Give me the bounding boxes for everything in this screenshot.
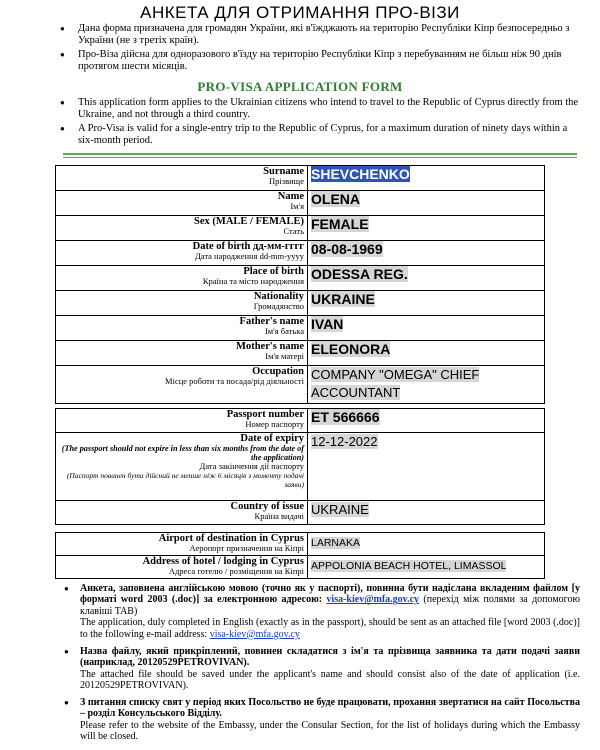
passport-number-field[interactable]: ET 566666 [311,409,380,425]
ua-intro-item: ● Про-Віза дійсна для одноразового в'їзду на територію Республіки Кіпр з перебуванням не більш ніж 90 днів протягом шести місяців. [60,49,580,74]
dob-label-ua: Дата народження dd-mm-yyyy [194,251,304,261]
travel-table [55,532,545,579]
sex-label: Sex (MALE / FEMALE) [194,216,304,227]
date-of-birth-row [56,241,545,266]
surname-label: Surname [263,166,304,177]
country-of-issue-label-ua: Країна видачі [254,511,304,521]
note-submission-ua-tail: (перехід між полями за допомогою клавіші TAB) [80,594,580,617]
fathers-name-row [56,316,545,341]
expiry-field[interactable]: 12-12-2022 [311,434,378,449]
note-submission [60,583,580,646]
divider [63,153,577,155]
note-submission-en: The application, duly completed in English (exactly as in the passport), should be sent as an attached file [word 2003 (.doc)] to the following e-mail address: [80,617,580,640]
sex-label-ua: Стать [283,226,304,236]
note-file-name-ua: ● Назва файлу, який прикріплений, повинен складатися з ім'я та прізвища заявника та дати подачі заяви (наприклад, 20120529PETROVIVAN). [80,646,580,669]
en-intro-list [60,97,580,149]
note-holidays [60,697,580,743]
hotel-row [56,556,545,579]
country-of-issue-label: Country of issue [230,501,304,512]
en-intro-item: ● A Pro-Visa is valid for a single-entry trip to the Republic of Cyprus, for a maximum duration of ninety days within a six-month period. [60,123,580,148]
expiry-note: (The passport should not expire in less than six months from the date of the application) [61,444,304,462]
airport-row [56,533,545,556]
passport-number-row [56,409,545,433]
form-subtitle: PRO-VISA APPLICATION FORM [197,79,403,94]
occupation-label: Occupation [252,366,304,377]
en-intro-item: ● This application form applies to the Ukrainian citizens who intend to travel to the Republic of Cyprus directly from the Ukraine, and not through a third country. [60,97,580,122]
note-file-name-en: The attached file should be saved under the applicant's name and should consist also of the date of application (i.e. 20120529PETROVIVAN). [80,668,580,692]
name-field[interactable]: OLENA [311,191,360,207]
surname-label-ua: Прізвище [269,176,304,186]
email-link[interactable]: visa-kiev@mfa.gov.cy [326,594,420,606]
surname-row [56,166,545,191]
fathers-name-label: Father's name [239,316,304,327]
occupation-field[interactable]: COMPANY "OMEGA" CHIEF ACCOUNTANT [311,367,480,400]
country-of-issue-row [56,501,545,525]
airport-label: Airport of destination in Cyprus [158,533,304,544]
divider [63,157,577,158]
personal-data-table [55,165,545,404]
submission-notes [60,583,580,743]
hotel-label: Address of hotel / lodging in Cyprus [142,556,304,567]
note-submission-ua: Анкета, заповнена англійською мовою (точно як у паспорті), повинна бути надіслана вкладеним файлом [у форматі word 2003 (.doc)] за електронною адресою: [80,583,580,606]
passport-number-label: Passport number [226,409,304,420]
nationality-row [56,291,545,316]
expiry-label: Date of expiry [240,433,304,444]
name-row [56,191,545,216]
mothers-name-field[interactable]: ELEONORA [311,341,391,357]
note-file-name [60,646,580,697]
mothers-name-label-ua: Ім'я матері [265,351,304,361]
sex-field[interactable]: FEMALE [311,216,369,232]
note-holidays-en: Please refer to the website of the Embassy, under the Consular Section, for the list of holidays during which the Embassy will be closed. [80,719,580,743]
email-link[interactable]: visa-kiev@mfa.gov.cy [209,628,300,640]
nationality-label-ua: Громадянство [253,301,304,311]
note-holidays-ua: ● З питання списку свят у період яких Посольство не буде працювати, прохання звертатися на сайт Посольства – розділ Консульського Відділу. [80,697,580,720]
sex-row [56,216,545,241]
name-label-ua: Ім'я [290,201,304,211]
hotel-label-ua: Адреса готелю / розміщення на Кіпрі [168,566,304,576]
occupation-row [56,366,545,404]
name-label: Name [277,191,304,202]
place-of-birth-row [56,266,545,291]
airport-label-ua: Аеропорт призначення на Кіпрі [189,543,304,553]
surname-field[interactable]: SHEVCHENKO [311,166,410,182]
mothers-name-label: Mother's name [236,341,304,352]
ua-intro-item: ● Дана форма призначена для громадян України, які в'їжджають на територію Республіки Кіпр безпосередньо з України (не з третіх країн). [60,23,580,48]
expiry-note-ua: (Паспорт повинен бути дійсний не менше ніж 6 місяців з моменту подачі заяви) [66,471,304,489]
mothers-name-row [56,341,545,366]
place-of-birth-field[interactable]: ODESSA REG. [311,266,408,282]
country-of-issue-field[interactable]: UKRAINE [311,502,369,517]
ua-intro-list [60,23,580,75]
fathers-name-label-ua: Ім'я батька [264,326,304,336]
dob-field[interactable]: 08-08-1969 [311,241,383,257]
fathers-name-field[interactable]: IVAN [311,316,344,332]
occupation-label-ua: Місце роботи та посада/рід діяльності [165,376,304,386]
expiry-row [56,433,545,501]
nationality-label: Nationality [253,291,304,302]
nationality-field[interactable]: UKRAINE [311,291,375,307]
dob-label: Date of birth дд-мм-гггг [192,241,304,252]
place-of-birth-label-ua: Країна та місто народження [202,276,304,286]
hotel-field[interactable]: APPOLONIA BEACH HOTEL, LIMASSOL [311,560,507,572]
form-title: АНКЕТА ДЛЯ ОТРИМАННЯ ПРО-ВІЗИ [140,3,460,22]
expiry-label-ua: Дата закінчення дії паспорту [199,461,304,471]
passport-number-label-ua: Номер паспорту [245,419,304,429]
place-of-birth-label: Place of birth [243,266,304,277]
airport-field[interactable]: LARNAKA [311,537,361,549]
passport-table [55,408,545,525]
